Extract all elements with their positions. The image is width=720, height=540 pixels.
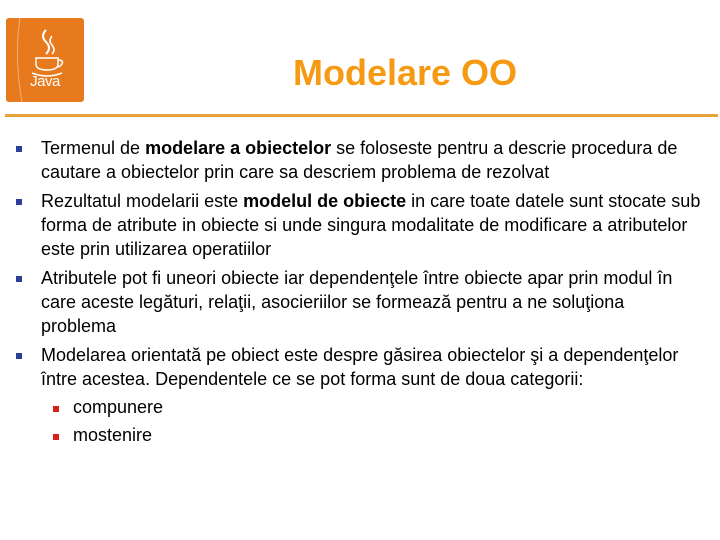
sub-bullet-square-icon — [53, 406, 59, 412]
bullet-square-icon — [16, 276, 22, 282]
sub-bullet-text: mostenire — [73, 425, 153, 445]
sub-bullet-square-icon — [53, 434, 59, 440]
bullet-item — [41, 189, 701, 261]
bullet-text: Termenul de — [41, 138, 146, 158]
bullet-item — [41, 136, 701, 184]
sub-bullet-text: compunere — [73, 397, 164, 417]
bullet-text: se foloseste pentru a descrie procedura de cautare a obiectelor prin care sa descriem problema de rezolvat — [41, 138, 678, 182]
java-logo — [6, 18, 84, 102]
bullet-text: Rezultatul modelarii este — [41, 191, 244, 211]
bullet-bold-text: modelul de obiecte — [243, 191, 407, 211]
bullet-bold-text: modelare a obiectelor — [145, 138, 332, 158]
slide-title: Modelare OO — [292, 52, 518, 93]
bullet-item — [41, 343, 701, 447]
sub-bullet-item — [41, 395, 701, 419]
bullet-square-icon — [16, 199, 22, 205]
slide-body — [41, 136, 701, 452]
bullet-text: Atributele pot fi uneori obiecte iar dependenţele între obiecte apar prin modul în care aceste legături, relaţii, asocieriilor se formează pentru a ne soluţiona problema — [41, 268, 673, 336]
bullet-item — [41, 266, 701, 338]
bullet-square-icon — [16, 353, 22, 359]
bullet-text: in care toate datele sunt stocate sub forma de atribute in obiecte si unde singura modalitate de modificare a atributelor este prin utilizarea operatiilor — [41, 191, 701, 259]
bullet-text: Modelarea orientată pe obiect este despre găsirea obiectelor şi a dependenţelor între acestea. Dependentele ce se pot forma sunt de doua categorii: — [41, 345, 679, 389]
bullet-square-icon — [16, 146, 22, 152]
logo-text: Java — [30, 73, 60, 90]
title-divider — [5, 114, 718, 117]
sub-bullet-item — [41, 423, 701, 447]
